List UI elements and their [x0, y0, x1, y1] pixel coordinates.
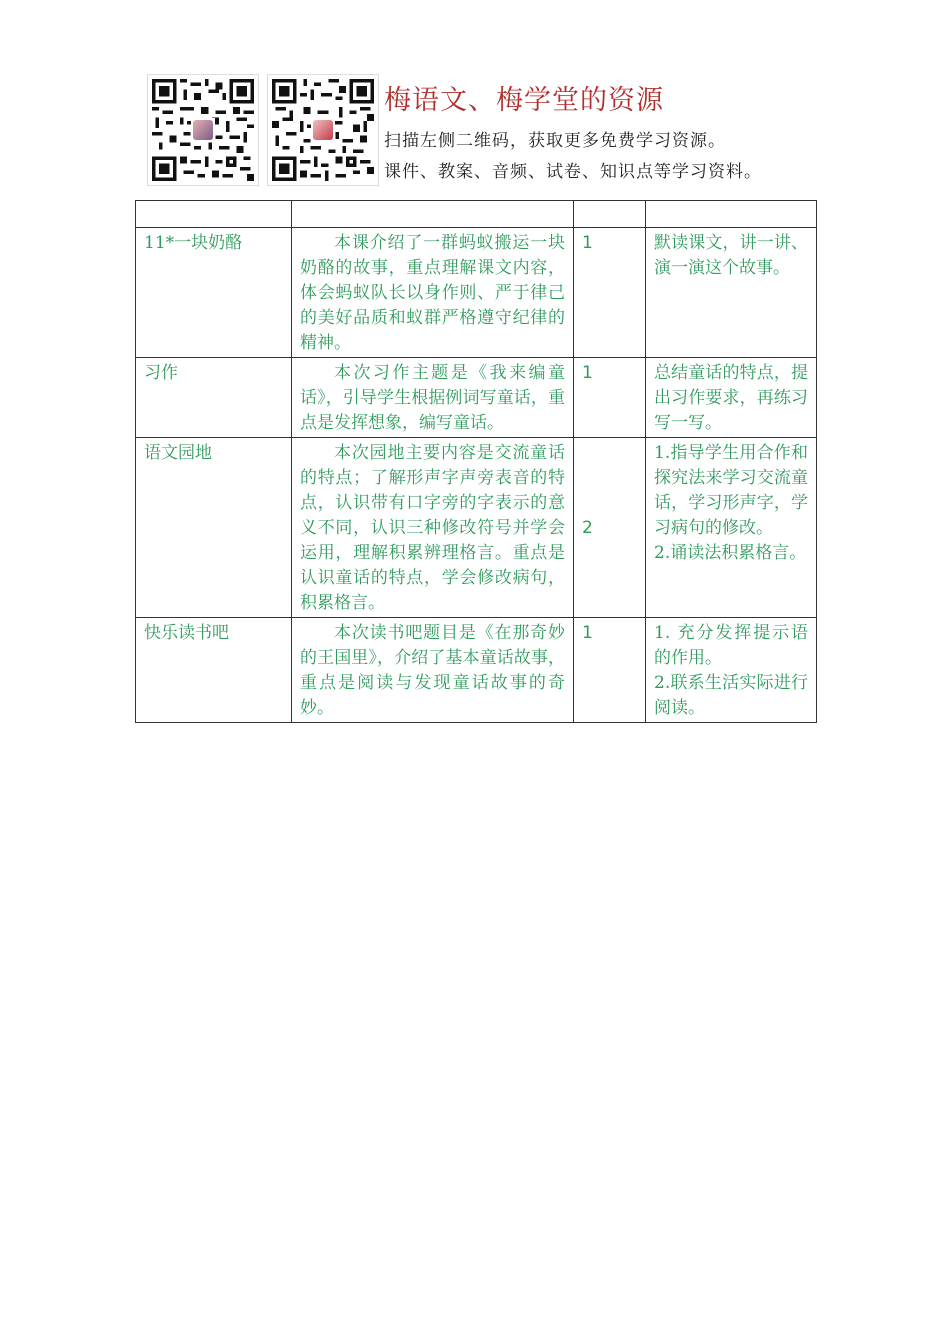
method-line: 总结童话的特点，提出习作要求，再练习写一写。: [654, 363, 808, 433]
method-line: 2.联系生活实际进行阅读。: [654, 673, 808, 718]
header-cell: [574, 201, 646, 228]
header-cell: [646, 201, 817, 228]
lesson-title: 语文园地: [136, 438, 292, 618]
lesson-title: 11*一块奶酪: [136, 228, 292, 358]
lesson-description: 本次读书吧题目是《在那奇妙的王国里》，介绍了基本童话故事，重点是阅读与发现童话故事的奇妙。: [292, 618, 574, 723]
brand-tagline-2: 课件、教案、音频、试卷、知识点等学习资料。: [384, 162, 762, 182]
lesson-plan-table: [135, 200, 817, 723]
qr-avatar-icon: [311, 118, 335, 142]
method-line: 1. 充分发挥提示语的作用。: [654, 623, 808, 668]
method-line: 2.诵读法积累格言。: [654, 543, 807, 563]
table-header-row: [136, 201, 817, 228]
table-row: [136, 358, 817, 438]
lesson-hours: 1: [574, 228, 646, 358]
header-cell: [136, 201, 292, 228]
table-row: [136, 228, 817, 358]
lesson-description: 本次习作主题是《我来编童话》，引导学生根据例词写童话，重点是发挥想象，编写童话。: [292, 358, 574, 438]
qr-code-icon: [267, 74, 379, 186]
lesson-hours: 2: [574, 438, 646, 618]
header-cell: [292, 201, 574, 228]
lesson-method: [646, 618, 817, 723]
lesson-title: 快乐读书吧: [136, 618, 292, 723]
method-line: 默读课文，讲一讲、演一演这个故事。: [654, 233, 808, 278]
lesson-method: [646, 438, 817, 618]
lesson-method: [646, 228, 817, 358]
lesson-description: 本课介绍了一群蚂蚁搬运一块奶酪的故事，重点理解课文内容，体会蚂蚁队长以身作则、严于律己的美好品质和蚁群严格遵守纪律的精神。: [292, 228, 574, 358]
qr-code-icon: [147, 74, 259, 186]
brand-tagline-1: 扫描左侧二维码，获取更多免费学习资源。: [384, 131, 726, 151]
brand-title: 梅语文、梅学堂的资源: [384, 85, 664, 116]
table-row: [136, 618, 817, 723]
lesson-method: [646, 358, 817, 438]
lesson-hours: 1: [574, 358, 646, 438]
qr-avatar-icon: [191, 118, 215, 142]
lesson-title: 习作: [136, 358, 292, 438]
lesson-description: 本次园地主要内容是交流童话的特点；了解形声字声旁表音的特点，认识带有口字旁的字表示的意义不同，认识三种修改符号并学会运用，理解积累辨理格言。重点是认识童话的特点，学会修改病句，积累格言。: [292, 438, 574, 618]
header-banner: [147, 74, 827, 188]
lesson-hours: 1: [574, 618, 646, 723]
method-line: 1.指导学生用合作和探究法来学习交流童话，学习形声字，学习病句的修改。: [654, 443, 808, 538]
table-row: [136, 438, 817, 618]
